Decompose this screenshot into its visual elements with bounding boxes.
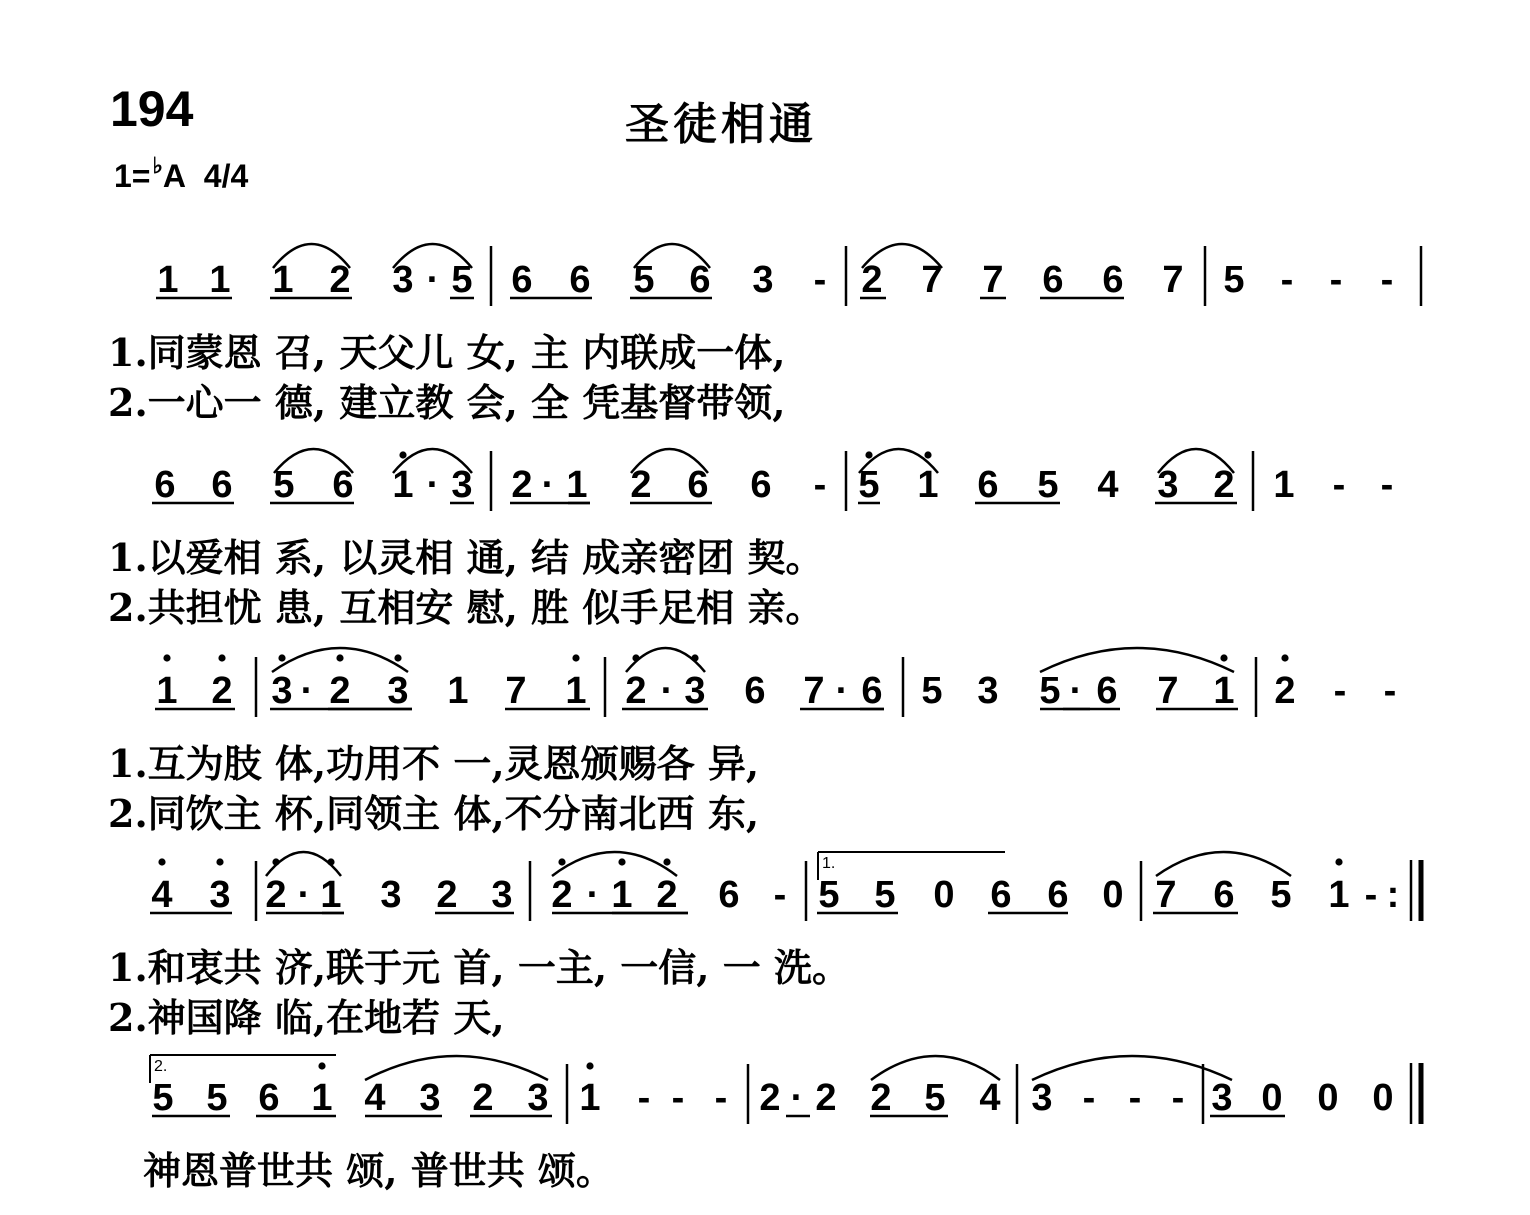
octave-dot — [158, 858, 165, 865]
note-1: 1 — [320, 874, 342, 916]
note-1: 1 — [611, 874, 633, 916]
note-1: 1 — [156, 670, 178, 712]
octave-dot — [586, 1062, 593, 1069]
note-5: 5 — [858, 464, 880, 506]
note-4: 4 — [151, 874, 173, 916]
note-6: 6 — [990, 874, 1012, 916]
augmentation-dot: · — [426, 464, 440, 506]
note-5: 5 — [921, 670, 943, 712]
note-2: 2 — [861, 259, 883, 301]
note-2: 2 — [265, 874, 287, 916]
octave-dot — [558, 858, 565, 865]
dash-note: - — [1333, 670, 1347, 712]
augmentation-dot: · — [1069, 670, 1083, 712]
note-5: 5 — [1039, 670, 1061, 712]
note-2: 2 — [815, 1077, 837, 1119]
octave-dot — [336, 654, 343, 661]
dash-note: - — [671, 1077, 685, 1119]
note-6: 6 — [154, 464, 176, 506]
note-3: 3 — [977, 670, 999, 712]
note-3: 3 — [451, 464, 473, 506]
octave-dot — [691, 654, 698, 661]
hymn-number: 194 — [110, 81, 194, 137]
octave-dot — [272, 858, 279, 865]
slur — [365, 1056, 548, 1080]
note-1: 1 — [565, 670, 587, 712]
octave-dot — [1281, 654, 1288, 661]
octave-dot — [663, 858, 670, 865]
note-1: 1 — [1213, 670, 1235, 712]
note-3: 3 — [392, 259, 414, 301]
note-5: 5 — [1223, 259, 1245, 301]
note-6: 6 — [211, 464, 233, 506]
dash-note: - — [1171, 1077, 1185, 1119]
note-6: 6 — [511, 259, 533, 301]
note-2: 2 — [329, 259, 351, 301]
note-4: 4 — [1097, 464, 1119, 506]
hymn-title: 圣徒相通 — [625, 99, 817, 150]
note-3: 3 — [387, 670, 409, 712]
key-prefix: 1= — [114, 158, 151, 194]
lyric-line-1-verse-2: 2.一心一 德, 建立教 会, 全 凭基督带领, — [108, 380, 786, 425]
time-signature: 4/4 — [203, 158, 249, 194]
lyric-line-1-verse-1: 1.同蒙恩 召, 天父儿 女, 主 内联成一体, — [108, 330, 786, 375]
octave-dot — [618, 858, 625, 865]
note-6: 6 — [569, 259, 591, 301]
dash-note: - — [813, 259, 827, 301]
note-3: 3 — [271, 670, 293, 712]
note-2: 2 — [511, 464, 533, 506]
octave-dot — [865, 451, 872, 458]
note-4: 4 — [364, 1077, 386, 1119]
note-6: 6 — [1096, 670, 1118, 712]
note-5: 5 — [206, 1077, 228, 1119]
note-1: 1 — [579, 1077, 601, 1119]
note-2: 2 — [551, 874, 573, 916]
dash-note: - — [1082, 1077, 1096, 1119]
note-0: 0 — [1102, 874, 1124, 916]
dash-note: - — [773, 874, 787, 916]
dash-note: - — [1128, 1077, 1142, 1119]
note-:: : — [1386, 874, 1400, 916]
lyric-line-4-verse-2: 2.神国降 临,在地若 天, — [108, 995, 505, 1040]
augmentation-dot: · — [660, 670, 674, 712]
dash-note: - — [1364, 874, 1378, 916]
note-6: 6 — [689, 259, 711, 301]
note-2: 2 — [625, 670, 647, 712]
note-5: 5 — [273, 464, 295, 506]
dash-note: - — [813, 464, 827, 506]
note-6: 6 — [1047, 874, 1069, 916]
note-3: 3 — [684, 670, 706, 712]
octave-dot — [318, 1062, 325, 1069]
note-1: 1 — [1273, 464, 1295, 506]
octave-dot — [572, 654, 579, 661]
note-6: 6 — [977, 464, 999, 506]
note-1: 1 — [1328, 874, 1350, 916]
note-6: 6 — [718, 874, 740, 916]
octave-dot — [394, 654, 401, 661]
dash-note: - — [1332, 464, 1346, 506]
octave-dot — [278, 654, 285, 661]
note-5: 5 — [924, 1077, 946, 1119]
octave-dot — [1220, 654, 1227, 661]
flat-sign: ♭ — [152, 153, 163, 178]
note-1: 1 — [392, 464, 414, 506]
note-6: 6 — [332, 464, 354, 506]
octave-dot — [216, 858, 223, 865]
note-3: 3 — [1157, 464, 1179, 506]
note-1: 1 — [311, 1077, 333, 1119]
volta-first-label: 1. — [822, 855, 836, 872]
octave-dot — [399, 451, 406, 458]
note-0: 0 — [933, 874, 955, 916]
note-6: 6 — [1042, 259, 1064, 301]
note-4: 4 — [979, 1077, 1001, 1119]
note-5: 5 — [1270, 874, 1292, 916]
octave-dot — [924, 451, 931, 458]
note-0: 0 — [1317, 1077, 1339, 1119]
note-7: 7 — [1155, 874, 1177, 916]
volta-second-label: 2. — [154, 1058, 168, 1075]
note-2: 2 — [1213, 464, 1235, 506]
note-1: 1 — [157, 259, 179, 301]
note-1: 1 — [917, 464, 939, 506]
dash-note: - — [1329, 259, 1343, 301]
octave-dot — [632, 654, 639, 661]
augmentation-dot: · — [541, 464, 555, 506]
augmentation-dot: · — [586, 874, 600, 916]
octave-dot — [1335, 858, 1342, 865]
lyric-line-2-verse-1: 1.以爱相 系, 以灵相 通, 结 成亲密团 契。 — [108, 535, 824, 580]
note-3: 3 — [380, 874, 402, 916]
octave-dot — [218, 654, 225, 661]
dash-note: - — [1280, 259, 1294, 301]
note-3: 3 — [491, 874, 513, 916]
dash-note: - — [1380, 464, 1394, 506]
lyric-line-5: 神恩普世共 颂, 普世共 颂。 — [143, 1148, 614, 1193]
note-3: 3 — [1031, 1077, 1053, 1119]
note-2: 2 — [656, 874, 678, 916]
dash-note: - — [714, 1077, 728, 1119]
note-2: 2 — [436, 874, 458, 916]
note-2: 2 — [329, 670, 351, 712]
lyric-line-2-verse-2: 2.共担忧 患, 互相安 慰, 胜 似手足相 亲。 — [108, 585, 824, 630]
dash-note: - — [1380, 259, 1394, 301]
note-2: 2 — [630, 464, 652, 506]
lyric-line-4-verse-1: 1.和衷共 济,联于元 首, 一主, 一信, 一 洗。 — [108, 945, 850, 990]
note-5: 5 — [874, 874, 896, 916]
augmentation-dot: · — [426, 259, 440, 301]
note-6: 6 — [861, 670, 883, 712]
note-5: 5 — [1037, 464, 1059, 506]
note-6: 6 — [258, 1077, 280, 1119]
note-5: 5 — [451, 259, 473, 301]
note-6: 6 — [1213, 874, 1235, 916]
note-2: 2 — [870, 1077, 892, 1119]
note-1: 1 — [272, 259, 294, 301]
note-3: 3 — [419, 1077, 441, 1119]
augmentation-dot: · — [790, 1077, 804, 1119]
note-7: 7 — [982, 259, 1004, 301]
note-1: 1 — [566, 464, 588, 506]
note-7: 7 — [1162, 259, 1184, 301]
augmentation-dot: · — [300, 670, 314, 712]
note-0: 0 — [1261, 1077, 1283, 1119]
note-7: 7 — [1157, 670, 1179, 712]
note-2: 2 — [211, 670, 233, 712]
note-7: 7 — [921, 259, 943, 301]
dash-note: - — [637, 1077, 651, 1119]
note-0: 0 — [1372, 1077, 1394, 1119]
slur — [1040, 648, 1234, 672]
note-3: 3 — [527, 1077, 549, 1119]
note-3: 3 — [1211, 1077, 1233, 1119]
dash-note: - — [1383, 670, 1397, 712]
note-3: 3 — [752, 259, 774, 301]
lyric-line-3-verse-1: 1.互为肢 体,功用不 一,灵恩颁赐各 异, — [108, 741, 760, 786]
octave-dot — [327, 858, 334, 865]
key-note: A — [162, 158, 186, 194]
augmentation-dot: · — [835, 670, 849, 712]
note-2: 2 — [759, 1077, 781, 1119]
note-5: 5 — [633, 259, 655, 301]
note-2: 2 — [472, 1077, 494, 1119]
note-7: 7 — [505, 670, 527, 712]
slur — [552, 852, 677, 876]
slur — [1156, 852, 1291, 876]
lyric-line-3-verse-2: 2.同饮主 杯,同领主 体,不分南北西 东, — [108, 791, 760, 836]
note-6: 6 — [687, 464, 709, 506]
octave-dot — [163, 654, 170, 661]
note-6: 6 — [744, 670, 766, 712]
note-6: 6 — [750, 464, 772, 506]
note-5: 5 — [152, 1077, 174, 1119]
note-2: 2 — [1274, 670, 1296, 712]
augmentation-dot: · — [297, 874, 311, 916]
note-3: 3 — [209, 874, 231, 916]
note-7: 7 — [803, 670, 825, 712]
note-1: 1 — [209, 259, 231, 301]
note-5: 5 — [818, 874, 840, 916]
note-6: 6 — [1102, 259, 1124, 301]
note-1: 1 — [447, 670, 469, 712]
